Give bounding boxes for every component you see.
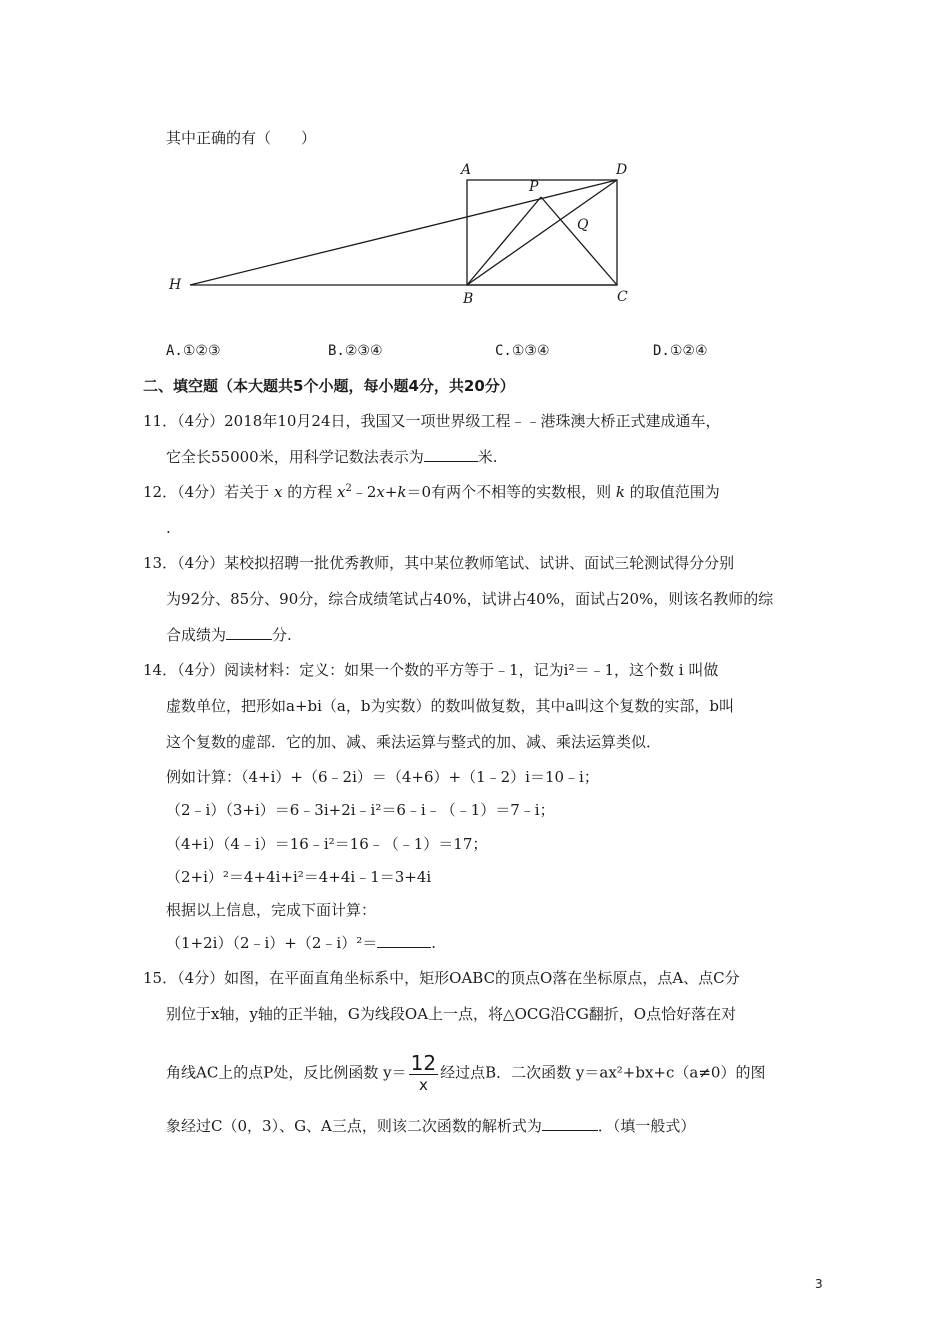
- segment-pc: [541, 197, 617, 285]
- option-a: A.①②③: [166, 343, 221, 359]
- geometry-figure: [160, 152, 640, 312]
- page-number: 3: [815, 1277, 823, 1291]
- fraction-12-over-x: $\frac{12}{x}$: [410, 1051, 437, 1094]
- q13-line1: 13．（4分）某校拟招聘一批优秀教师，其中某位教师笔试、试讲、面试三轮测试得分分别: [143, 554, 735, 572]
- q14-line1: 14．（4分）阅读材料：定义：如果一个数的平方等于﹣1，记为i²＝﹣1，这个数 i 叫做: [143, 661, 719, 679]
- q14-example-2: （2﹣i）（3+i）＝6﹣3i+2i﹣i²＝6﹣i﹣（﹣1）＝7﹣i；: [166, 801, 555, 819]
- q14-example-3: （4+i）（4﹣i）＝16﹣i²＝16﹣（﹣1）＝17；: [166, 835, 488, 853]
- q11-line1: 11．（4分）2018年10月24日，我国又一项世界级工程﹣﹣港珠澳大桥正式建成通车，: [143, 412, 721, 430]
- label-a: A: [461, 162, 472, 178]
- q11-line2: 它全长55000米，用科学记数法表示为 米.: [166, 448, 498, 466]
- q14-task: （1+2i）（2﹣i）+（2﹣i）²＝ .: [166, 934, 436, 952]
- segment-bd: [467, 180, 617, 285]
- q11-answer-blank: [424, 447, 478, 462]
- option-c: C.①③④: [495, 343, 550, 359]
- option-b: B.②③④: [328, 343, 383, 359]
- q14-line2: 虚数单位，把形如a+bi（a，b为实数）的数叫做复数，其中a叫这个复数的实部，b叫: [166, 697, 735, 715]
- q15-line1: 15．（4分）如图，在平面直角坐标系中，矩形OABC的顶点O落在坐标原点，点A、点C分: [143, 969, 740, 987]
- label-h: H: [169, 277, 182, 293]
- label-d: D: [616, 162, 628, 178]
- q12-line2: .: [166, 519, 171, 537]
- option-d: D.①②④: [653, 343, 708, 359]
- q15-line3: 角线AC上的点P处，反比例函数 y＝ $\frac{12}{x}$ 经过点B．二次函数 y＝ax²+bx+c（a≠0）的图: [166, 1051, 766, 1094]
- q13-line3: 合成绩为 分.: [166, 626, 292, 644]
- label-p: P: [529, 179, 539, 195]
- q13-answer-blank: [226, 625, 272, 640]
- q15-line2: 别位于x轴，y轴的正半轴，G为线段OA上一点，将△OCG沿CG翻折，O点恰好落在对: [166, 1005, 737, 1023]
- q14-example-4: （2+i）²＝4+4i+i²＝4+4i﹣1＝3+4i: [166, 868, 432, 886]
- q14-answer-blank: [377, 933, 431, 948]
- q15-line4: 象经过C（0，3）、G、A三点，则该二次函数的解析式为 ．（填一般式）: [166, 1117, 696, 1135]
- q13-line2: 为92分、85分、90分，综合成绩笔试占40%，试讲占40%，面试占20%，则该名教师的综: [166, 590, 774, 608]
- section-heading: 二、填空题（本大题共5个小题，每小题4分，共20分）: [143, 377, 515, 395]
- q14-example-1: 例如计算：（4+i）+（6﹣2i）＝（4+6）+（1﹣2）i＝10﹣i；: [166, 768, 599, 786]
- label-c: C: [617, 289, 628, 305]
- q14-line3: 这个复数的虚部．它的加、减、乘法运算与整式的加、减、乘法运算类似．: [166, 733, 662, 751]
- label-b: B: [463, 291, 474, 307]
- q12-line1: 12．（4分）若关于 x 的方程 $x^2﹣2x+k=0$有两个不相等的实数根，则 k 的取值范围为: [143, 483, 720, 501]
- segment-hd: [190, 180, 617, 285]
- label-q: Q: [577, 217, 589, 233]
- prev-question-stem: 其中正确的有（ ）: [166, 129, 317, 147]
- q14-prompt: 根据以上信息，完成下面计算：: [166, 901, 377, 919]
- q15-answer-blank: [542, 1116, 598, 1131]
